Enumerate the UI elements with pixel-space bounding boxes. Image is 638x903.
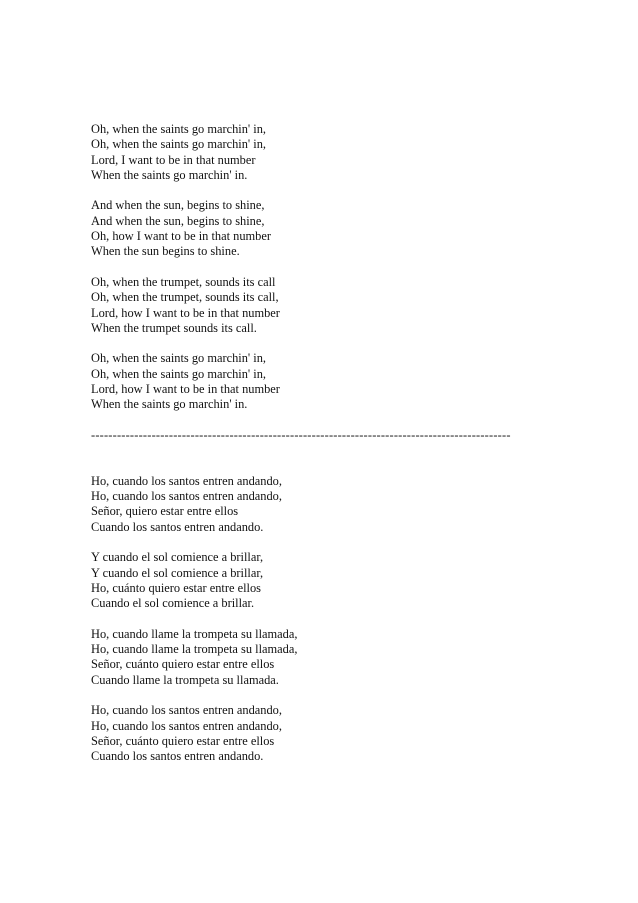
lyric-line: And when the sun, begins to shine,	[91, 213, 265, 228]
lyric-line: Oh, when the trumpet, sounds its call	[91, 274, 276, 289]
lyric-line: Lord, how I want to be in that number	[91, 382, 280, 397]
lyric-line: Ho, cuando los santos entren andando,	[91, 489, 282, 504]
spanish-stanza-2	[91, 550, 611, 611]
lyric-line: Y cuando el sol comience a brillar,	[91, 565, 264, 580]
lyric-line: Ho, cuando los santos entren andando,	[91, 703, 282, 718]
lyric-line: When the trumpet sounds its call.	[91, 320, 257, 335]
lyric-line: Ho, cuando los santos entren andando,	[91, 473, 282, 488]
lyric-line: When the saints go marchin' in.	[91, 167, 248, 182]
lyric-line: Señor, cuánto quiero estar entre ellos	[91, 657, 275, 672]
english-stanza-4	[91, 351, 611, 412]
spanish-stanza-3	[91, 627, 611, 688]
lyric-line: Lord, I want to be in that number	[91, 152, 256, 167]
spanish-stanza-4	[91, 703, 611, 764]
lyric-line: Ho, cuánto quiero estar entre ellos	[91, 580, 261, 595]
lyric-line: Señor, quiero estar entre ellos	[91, 504, 239, 519]
english-stanza-2	[91, 198, 611, 259]
lyric-line: Cuando el sol comience a brillar.	[91, 596, 255, 611]
lyric-line: Oh, when the saints go marchin' in,	[91, 366, 266, 381]
lyric-line: Señor, cuánto quiero estar entre ellos	[91, 733, 275, 748]
lyric-line: Ho, cuando llame la trompeta su llamada,	[91, 642, 298, 657]
lyric-line: Oh, when the saints go marchin' in,	[91, 351, 266, 366]
lyric-line: Y cuando el sol comience a brillar,	[91, 550, 264, 565]
lyric-line: Cuando llame la trompeta su llamada.	[91, 672, 279, 687]
lyric-line: Ho, cuando los santos entren andando,	[91, 718, 282, 733]
section-separator: -------------------------------------------------------------------------------------------------	[91, 427, 511, 442]
lyric-line: Lord, how I want to be in that number	[91, 305, 280, 320]
lyric-line: Oh, when the saints go marchin' in,	[91, 122, 266, 136]
lyric-line: Cuando los santos entren andando.	[91, 749, 264, 764]
lyrics-body	[91, 122, 611, 780]
lyric-line: When the saints go marchin' in.	[91, 397, 248, 412]
lyric-line: Oh, when the saints go marchin' in,	[91, 137, 266, 152]
english-stanza-1	[91, 122, 611, 183]
lyric-line: And when the sun, begins to shine,	[91, 198, 265, 213]
lyric-line: Cuando los santos entren andando.	[91, 519, 264, 534]
lyric-line: Ho, cuando llame la trompeta su llamada,	[91, 626, 298, 641]
lyric-line: Oh, when the trumpet, sounds its call,	[91, 290, 279, 305]
lyric-line: Oh, how I want to be in that number	[91, 229, 271, 244]
spanish-stanza-1	[91, 474, 611, 535]
english-stanza-3	[91, 275, 611, 336]
lyric-line: When the sun begins to shine.	[91, 244, 240, 259]
